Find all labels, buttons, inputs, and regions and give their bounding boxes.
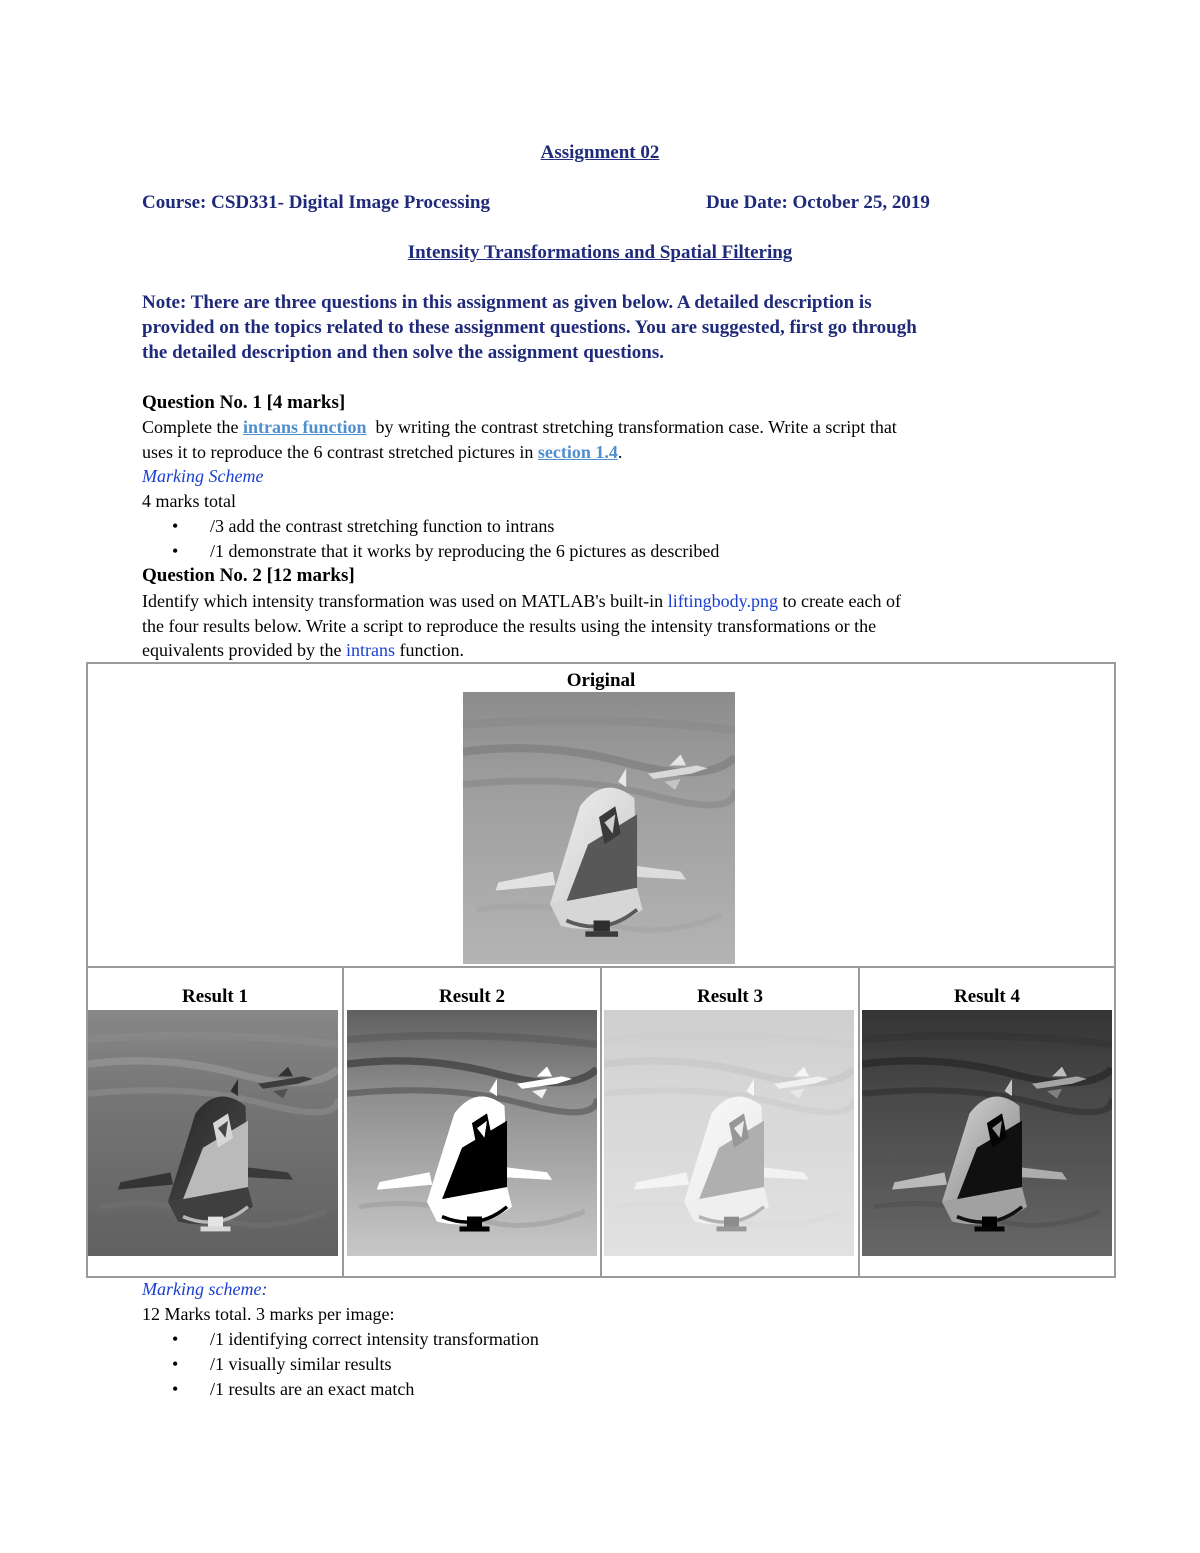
result-1-caption: Result 1 <box>182 986 248 1007</box>
note-line-3: the detailed description and then solve the assignment questions. <box>142 342 665 363</box>
bullet-icon <box>172 1327 182 1351</box>
result-3-cell <box>600 966 860 1278</box>
q1-marking-scheme-label: Marking Scheme <box>142 466 264 486</box>
assignment-title: Assignment 02 <box>540 142 660 163</box>
q2-line-2: the four results below. Write a script to reproduce the results using the intensity transformations or the <box>142 616 877 636</box>
note-line-2: provided on the topics related to these assignment questions. You are suggested, first go through <box>142 317 917 338</box>
result-4-cell <box>858 966 1116 1278</box>
q1-bullet-1: /3 add the contrast stretching function to intrans <box>210 516 555 536</box>
result-2-image <box>347 1010 597 1256</box>
topic-title: Intensity Transformations and Spatial Filtering <box>407 242 793 263</box>
original-image <box>463 692 735 964</box>
original-caption: Original <box>566 670 636 691</box>
q1-text-d: . <box>617 442 623 462</box>
q1-text-c: uses it to reproduce the 6 contrast stretched pictures in <box>142 442 538 462</box>
figure-table <box>86 662 1116 1278</box>
liftingbody-link[interactable]: liftingbody.png <box>667 591 779 611</box>
course-line: Course: CSD331- Digital Image Processing <box>142 192 490 213</box>
original-cell <box>86 662 1116 968</box>
q2-bullet-3: /1 results are an exact match <box>210 1379 415 1399</box>
bullet-icon <box>172 514 182 538</box>
q1-total: 4 marks total <box>142 491 236 511</box>
q2-total: 12 Marks total. 3 marks per image: <box>142 1304 395 1324</box>
result-2-caption: Result 2 <box>439 986 505 1007</box>
section-1-4-link[interactable]: section 1.4 <box>537 442 618 462</box>
q2-line-1 <box>142 589 901 613</box>
q2-marking-scheme-label: Marking scheme: <box>142 1279 268 1299</box>
q2-line-3 <box>142 638 464 662</box>
q2-text-a: Identify which intensity transformation was used on MATLAB's built-in <box>142 591 668 611</box>
q2-text-b: to create each of <box>778 591 901 611</box>
bullet-icon <box>172 1352 182 1376</box>
due-date: Due Date: October 25, 2019 <box>706 192 930 213</box>
q2-bullet-2: /1 visually similar results <box>210 1354 392 1374</box>
q2-heading: Question No. 2 [12 marks] <box>142 565 355 586</box>
result-4-caption: Result 4 <box>954 986 1020 1007</box>
q1-heading: Question No. 1 [4 marks] <box>142 392 346 413</box>
q1-line-1 <box>142 415 897 439</box>
intrans-link[interactable]: intrans <box>345 640 395 660</box>
q2-text-d: equivalents provided by the <box>142 640 346 660</box>
bullet-icon <box>172 539 182 563</box>
q2-text-e: function. <box>394 640 464 660</box>
result-4-image <box>862 1010 1112 1256</box>
result-1-cell <box>86 966 344 1278</box>
result-3-caption: Result 3 <box>697 986 763 1007</box>
q1-text-a: Complete the <box>142 417 243 437</box>
intrans-function-link[interactable]: intrans function <box>242 417 367 437</box>
q1-line-2 <box>142 440 622 464</box>
bullet-icon <box>172 1377 182 1401</box>
result-1-image <box>88 1010 338 1256</box>
q1-bullet-2: /1 demonstrate that it works by reproducing the 6 pictures as described <box>210 541 720 561</box>
result-2-cell <box>342 966 602 1278</box>
note-line-1: Note: There are three questions in this assignment as given below. A detailed description is <box>142 292 872 313</box>
q1-text-b: by writing the contrast stretching transformation case. Write a script that <box>366 417 897 437</box>
q2-bullet-1: /1 identifying correct intensity transformation <box>210 1329 539 1349</box>
result-3-image <box>604 1010 854 1256</box>
